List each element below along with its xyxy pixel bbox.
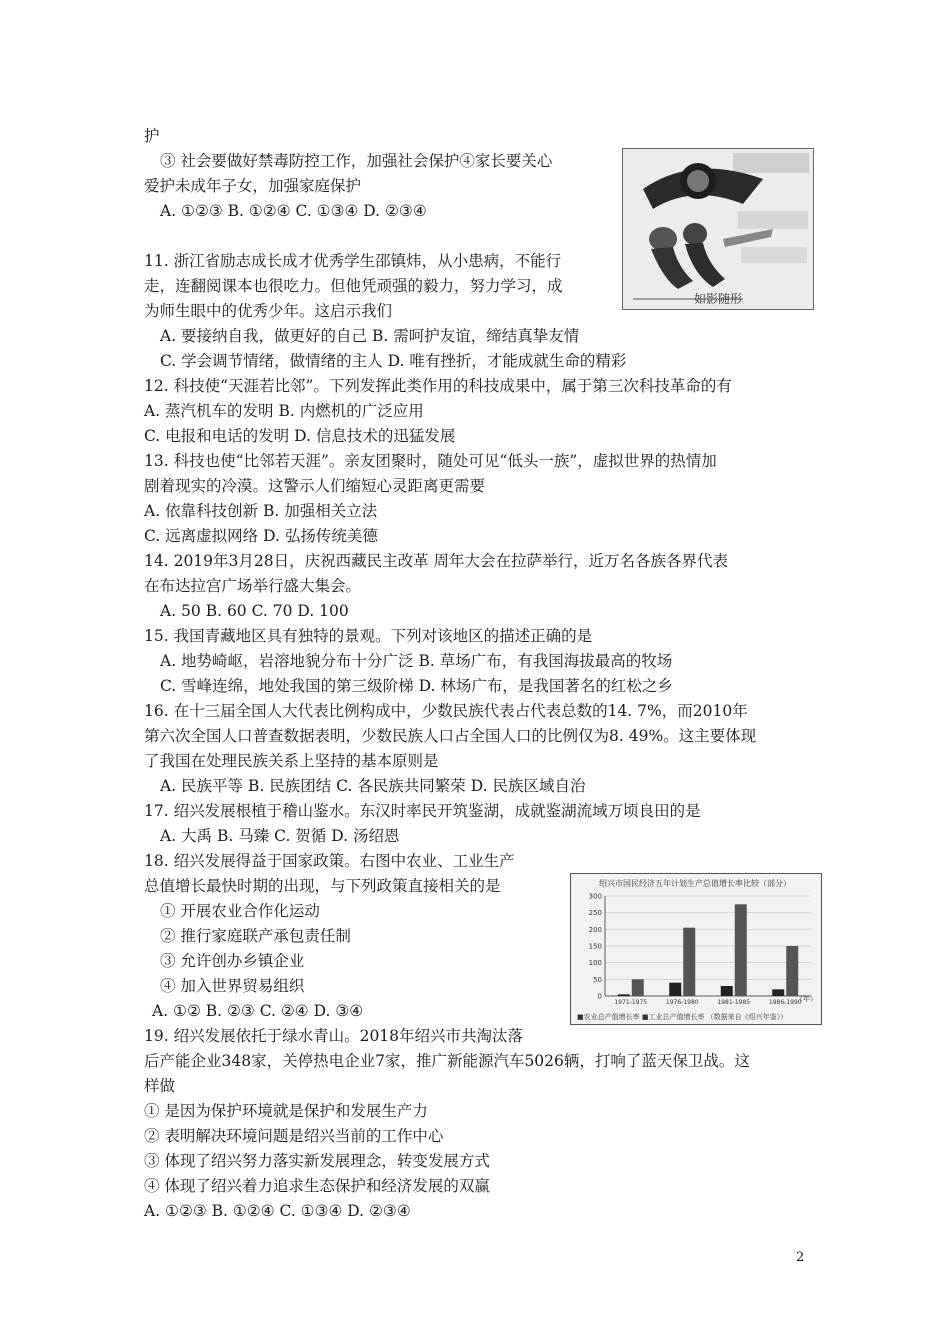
chart-y-tick-label: 250 <box>588 909 602 918</box>
answer-options-19: A. ①②③ B. ①②④ C. ①③④ D. ②③④ <box>144 1202 411 1220</box>
question-15: 15. 我国青藏地区具有独特的景观。下列对该地区的描述正确的是 <box>144 627 593 645</box>
cartoon-image <box>622 148 814 310</box>
chart-x-tick-label: 1981-1985 <box>717 999 751 1006</box>
chart-y-tick-label: 200 <box>588 925 602 934</box>
question-13-line-2: 剧着现实的冷漠。这警示人们缩短心灵距离更需要 <box>144 477 486 495</box>
question-19-item-3: ③ 体现了绍兴努力落实新发展理念，转变发展方式 <box>144 1152 490 1170</box>
chart-footer: ■农业总产值增长率 ■工业总产值增长率 （数据来自《绍兴年鉴》） <box>577 1013 788 1021</box>
chart-svg <box>571 874 821 1024</box>
question-12: 12. 科技使“天涯若比邻”。下列发挥此类作用的科技成果中，属于第三次科技革命的有 <box>144 377 732 395</box>
chart-bar <box>786 946 798 996</box>
chart-y-tick-label: 0 <box>597 992 602 1001</box>
answer-options-14: A. 50 B. 60 C. 70 D. 100 <box>160 602 349 620</box>
answer-options-11-ab: A. 要接纳自我，做更好的自己 B. 需呵护友谊，缔结真挚友情 <box>160 327 580 345</box>
question-18-item-4: ④ 加入世界贸易组织 <box>160 977 305 995</box>
chart-x-tick-label: 1986-1990 <box>768 999 802 1006</box>
question-14: 14. 2019年3月28日，庆祝西藏民主改革 周年大会在拉萨举行，近万名各族各界代表 <box>144 552 729 570</box>
growth-rate-chart <box>570 873 822 1025</box>
chart-x-tick-label: 1976-1980 <box>665 999 699 1006</box>
answer-options-13-ab: A. 依靠科技创新 B. 加强相关立法 <box>144 502 378 520</box>
question-18: 18. 绍兴发展得益于国家政策。右图中农业、工业生产 <box>144 852 515 870</box>
question-19-item-2: ② 表明解决环境问题是绍兴当前的工作中心 <box>144 1127 444 1145</box>
chart-y-tick-label: 150 <box>588 942 602 951</box>
cartoon-drawing <box>623 149 813 309</box>
question-18-item-2: ② 推行家庭联产承包责任制 <box>160 927 351 945</box>
question-18-item-1: ① 开展农业合作化运动 <box>160 902 320 920</box>
answer-options-15-ab: A. 地势崎岖，岩溶地貌分布十分广泛 B. 草场广布，有我国海拔最高的牧场 <box>160 652 673 670</box>
question-19-line-2: 后产能企业348家，关停热电企业7家，推广新能源汽车5026辆，打响了蓝天保卫战。这 <box>144 1052 750 1070</box>
question-13: 13. 科技也使“比邻若天涯”。亲友团聚时，随处可见“低头一族”，虚拟世界的热情加 <box>144 452 717 470</box>
question-16: 16. 在十三届全国人大代表比例构成中，少数民族代表占代表总数的14. 7%，而2010年 <box>144 702 748 720</box>
answer-options-12-cd: C. 电报和电话的发明 D. 信息技术的迅猛发展 <box>144 427 456 445</box>
question-19-item-1: ① 是因为保护环境就是保护和发展生产力 <box>144 1102 428 1120</box>
option-line-prev-2: 爱护未成年子女，加强家庭保护 <box>144 177 362 195</box>
chart-bar <box>618 994 630 996</box>
chart-bar <box>632 979 644 996</box>
chart-x-tick-label: 1971-1975 <box>614 999 648 1006</box>
answer-options-13-cd: C. 远离虚拟网络 D. 弘扬传统美德 <box>144 527 378 545</box>
chart-x-unit: （年） <box>796 995 817 1003</box>
chart-bar <box>683 928 695 996</box>
question-11: 11. 浙江省励志成长成才优秀学生邵镇炜，从小患病，不能行 <box>144 252 562 270</box>
question-14-line-2: 在布达拉宫广场举行盛大集会。 <box>144 577 362 595</box>
question-19-item-4: ④ 体现了绍兴着力追求生态保护和经济发展的双赢 <box>144 1177 490 1195</box>
answer-options-18: A. ①② B. ②③ C. ②④ D. ③④ <box>152 1002 364 1020</box>
question-18-line-2: 总值增长最快时期的出现，与下列政策直接相关的是 <box>144 877 501 895</box>
chart-bar <box>669 983 681 996</box>
answer-options-16: A. 民族平等 B. 民族团结 C. 各民族共同繁荣 D. 民族区域自治 <box>160 777 586 795</box>
chart-y-tick-label: 100 <box>588 959 602 968</box>
question-11-line-2: 走，连翻阅课本也很吃力。但他凭顽强的毅力，努力学习，成 <box>144 277 563 295</box>
text-line-1: 护 <box>144 127 160 145</box>
chart-bar <box>735 904 747 996</box>
question-19-line-3: 样做 <box>144 1077 176 1095</box>
chart-y-tick-label: 50 <box>593 975 602 984</box>
chart-bar <box>721 986 733 996</box>
question-16-line-2: 第六次全国人口普查数据表明，少数民族人口占全国人口的比例仅为8. 49%。这主要体现 <box>144 727 757 745</box>
question-17: 17. 绍兴发展根植于稽山鉴水。东汉时率民开筑鉴湖，成就鉴湖流域万顷良田的是 <box>144 802 701 820</box>
cartoon-caption: 如影随形 <box>693 292 742 306</box>
question-11-line-3: 为师生眼中的优秀少年。这启示我们 <box>144 302 393 320</box>
answer-options-11-cd: C. 学会调节情绪，做情绪的主人 D. 唯有挫折，才能成就生命的精彩 <box>160 352 627 370</box>
page-number: 2 <box>796 1250 805 1265</box>
chart-title: 绍兴市国民经济五年计划生产总值增长率比较（部分） <box>599 879 791 888</box>
chart-bar <box>772 989 784 996</box>
question-16-line-3: 了我国在处理民族关系上坚持的基本原则是 <box>144 752 439 770</box>
answer-options-15-cd: C. 雪峰连绵，地处我国的第三级阶梯 D. 林场广布，是我国著名的红松之乡 <box>160 677 673 695</box>
answer-options-12-ab: A. 蒸汽机车的发明 B. 内燃机的广泛应用 <box>144 402 424 420</box>
answer-options-17: A. 大禹 B. 马臻 C. 贺循 D. 汤绍恩 <box>160 827 400 845</box>
chart-y-tick-label: 300 <box>588 892 602 901</box>
question-19: 19. 绍兴发展依托于绿水青山。2018年绍兴市共淘汰落 <box>144 1027 524 1045</box>
answer-options-10: A. ①②③ B. ①②④ C. ①③④ D. ②③④ <box>160 202 427 220</box>
option-line-prev: ③ 社会要做好禁毒防控工作，加强社会保护④家长要关心 <box>160 152 553 170</box>
question-18-item-3: ③ 允许创办乡镇企业 <box>160 952 305 970</box>
